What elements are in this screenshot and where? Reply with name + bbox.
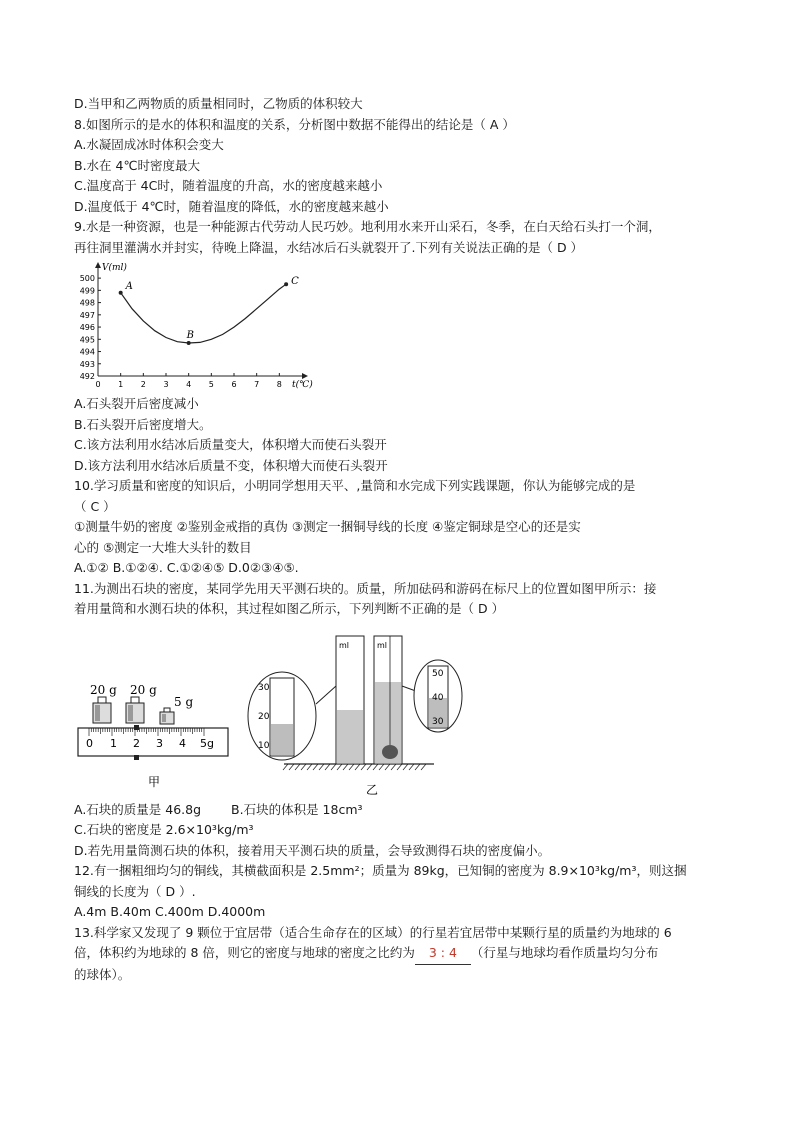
ground-hatch <box>283 764 288 770</box>
y-tick-label: 497 <box>79 310 95 320</box>
ground-hatch <box>373 764 378 770</box>
q9-option-c: C.该方法利用水结冰后质量变大，体积增大而使石头裂开 <box>74 437 387 452</box>
ground-hatch <box>367 764 372 770</box>
q12-stem-line2: 铜线的长度为（ D ）. <box>74 883 196 899</box>
q8-stem: 8.如图所示的是水的体积和温度的关系，分析图中数据不能得出的结论是（ A ） <box>74 116 515 132</box>
x-tick-label: 4 <box>186 380 192 389</box>
y-axis-arrow <box>95 262 101 268</box>
q12-stem-line1: 12.有一捆粗细均匀的铜线，其横截面积是 2.5mm²；质量为 89kg，已知铜的密度为 8.9×10³kg/m³，则这捆 <box>74 863 687 878</box>
y-tick-label: 498 <box>79 298 95 308</box>
ground-hatch <box>361 764 366 770</box>
x-tick-label: 7 <box>254 380 260 389</box>
q9-stem-line2: 再往洞里灌满水并封实，待晚上降温，水结冰后石头就裂开了.下列有关说法正确的是（ D ） <box>74 239 584 255</box>
left-zoom-water <box>271 724 293 755</box>
point-a <box>119 291 123 295</box>
q11-figure <box>74 624 464 800</box>
volume-curve <box>121 284 286 343</box>
left-zoom-tick-30: 30 <box>258 682 270 693</box>
scale-tick-0: 0 <box>86 736 93 750</box>
q13-stem-line3: 的球体）。 <box>74 966 131 982</box>
scale-tick-4: 4 <box>179 736 186 750</box>
ground-hatch <box>301 764 306 770</box>
point-c <box>284 282 288 286</box>
q13-stem-line2-b: （行星与地球均看作质量均匀分布 <box>470 945 659 960</box>
x-tick-label: 8 <box>276 380 282 389</box>
weights-group <box>90 683 193 724</box>
x-tick-label: 0 <box>95 380 101 389</box>
right-zoom-tick-30: 30 <box>432 716 444 727</box>
ground-hatch <box>319 764 324 770</box>
scale-tick-1: 1 <box>110 736 117 750</box>
right-cylinder-unit: ml <box>377 640 388 650</box>
q8-option-a: A.水凝固成冰时体积会变大 <box>74 137 224 152</box>
ground-hatch <box>313 764 318 770</box>
x-tick-label: 1 <box>118 380 124 389</box>
worksheet <box>74 94 724 985</box>
point-label-c: C <box>291 276 299 288</box>
q11-option-d: D.若先用量筒测石块的体积，接着用天平测石块的质量，会导致测得石块的密度偏小。 <box>74 842 551 858</box>
q7-option-d: D.当甲和乙两物质的质量相同时，乙物质的体积较大 <box>74 96 363 111</box>
q13-stem-line2 <box>74 943 724 965</box>
weight-label-1: 20 g <box>90 682 117 697</box>
q9-option-d: D.该方法利用水结冰后质量不变，体积增大而使石头裂开 <box>74 457 388 473</box>
ground-hatch <box>325 764 330 770</box>
q13-answer-blank: 3 : 4 <box>415 943 471 965</box>
q8-option-d: D.温度低于 4℃时，随着温度的降低，水的密度越来越小 <box>74 198 389 214</box>
y-tick-label: 500 <box>79 274 95 284</box>
x-tick-label: 2 <box>140 380 146 389</box>
weight-label-2: 20 g <box>130 682 157 697</box>
rider-scale <box>78 725 228 760</box>
scale-tick-5: 5g <box>200 736 214 750</box>
ground-hatch <box>421 764 426 770</box>
caption-jia: 甲 <box>148 774 161 789</box>
q13-stem-line1: 13.科学家又发现了 9 颗位于宜居带（适合生命存在的区域）的行星若宜居带中某颗行星的质量约为地球的 6 <box>74 924 672 940</box>
ground-hatch <box>289 764 294 770</box>
weight-label-3: 5 g <box>174 694 194 709</box>
point-b <box>187 341 191 345</box>
q10-items-line1: ①测量牛奶的密度 ②鉴别金戒指的真伪 ③测定一捆铜导线的长度 ④鉴定铜球是空心的还是实 <box>74 519 581 534</box>
x-tick-label: 5 <box>208 380 214 389</box>
q9-option-b: B.石头裂开后密度增大。 <box>74 416 212 432</box>
q8-option-b: B.水在 4℃时密度最大 <box>74 157 201 173</box>
x-axis-label: t(℃) <box>292 380 313 390</box>
ground-hatch <box>397 764 402 770</box>
point-label-b: B <box>186 329 195 341</box>
ground-hatch <box>403 764 408 770</box>
left-zoom-tick-20: 20 <box>258 711 270 722</box>
ground-hatch <box>409 764 414 770</box>
ground-hatch <box>295 764 300 770</box>
y-tick-label: 493 <box>79 359 95 369</box>
x-tick-label: 3 <box>163 380 169 389</box>
ground-hatch <box>415 764 420 770</box>
x-tick-label: 6 <box>231 380 237 389</box>
ground-hatch <box>349 764 354 770</box>
ground-hatch <box>385 764 390 770</box>
right-zoom-tick-50: 50 <box>432 668 444 679</box>
q11-stem-line2: 着用量筒和水测石块的体积，其过程如图乙所示，下列判断不正确的是（ D ） <box>74 601 505 616</box>
q11-option-b: B.石块的体积是 18cm³ <box>231 801 363 817</box>
rider-top <box>134 725 139 730</box>
stone <box>382 745 398 759</box>
weight-5g <box>160 708 174 724</box>
y-tick-label: 496 <box>79 323 95 333</box>
point-label-a: A <box>125 280 133 292</box>
left-zoom-tick-10: 10 <box>258 740 270 751</box>
ground-hatch <box>391 764 396 770</box>
y-axis-label: V(ml) <box>102 263 127 273</box>
y-tick-label: 495 <box>79 335 95 345</box>
q10-options: A.①② B.①②④. C.①②④⑤ D.0②③④⑤. <box>74 560 299 575</box>
q10-items-line2: 心的 ⑤测定一大堆大头针的数目 <box>74 539 252 555</box>
ground-hatch <box>331 764 336 770</box>
ground-hatch <box>343 764 348 770</box>
q11-option-a: A.石块的质量是 46.8g <box>74 801 202 817</box>
q13-stem-line2-a: 倍，体积约为地球的 8 倍，则它的密度与地球的密度之比约为 <box>74 945 415 960</box>
left-cylinder-water <box>337 710 363 763</box>
ground-hatch <box>355 764 360 770</box>
weight-20g-1 <box>93 697 111 723</box>
q9-option-a: A.石头裂开后密度减小 <box>74 396 199 411</box>
q10-stem-line2: （ C ） <box>74 498 116 514</box>
scale-tick-2: 2 <box>133 736 140 750</box>
q11-options-ab <box>74 800 724 821</box>
volume-temperature-chart <box>70 258 313 394</box>
caption-yi: 乙 <box>366 782 379 797</box>
q11-stem-line1: 11.为测出石块的密度，某同学先用天平测石块的。质量，所加砝码和游码在标尺上的位置如图甲所示：接 <box>74 580 657 596</box>
ground-hatch <box>307 764 312 770</box>
cylinders-group <box>248 636 462 770</box>
scale-tick-3: 3 <box>156 736 163 750</box>
left-cylinder-unit: ml <box>339 640 350 650</box>
q10-stem-line1: 10.学习质量和密度的知识后，小明同学想用天平、,量筒和水完成下列实践课题，你认为能够完成的是 <box>74 478 636 493</box>
x-axis-arrow <box>302 373 308 379</box>
y-tick-label: 492 <box>79 372 95 381</box>
q12-options: A.4m B.40m C.400m D.4000m <box>74 904 266 919</box>
right-zoom-tick-40: 40 <box>432 692 444 703</box>
y-tick-label: 494 <box>79 347 95 357</box>
weight-20g-2 <box>126 697 144 723</box>
q9-stem-line1: 9.水是一种资源，也是一种能源古代劳动人民巧妙。地利用水来开山采石，冬季，在白天给石头打一个洞， <box>74 219 661 234</box>
y-tick-label: 499 <box>79 286 95 296</box>
q11-option-c: C.石块的密度是 2.6×10³kg/m³ <box>74 822 254 837</box>
ground-hatch <box>379 764 384 770</box>
rider-bottom <box>134 755 139 760</box>
ground-hatch <box>337 764 342 770</box>
q8-option-c: C.温度高于 4C时，随着温度的升高，水的密度越来越小 <box>74 178 383 193</box>
